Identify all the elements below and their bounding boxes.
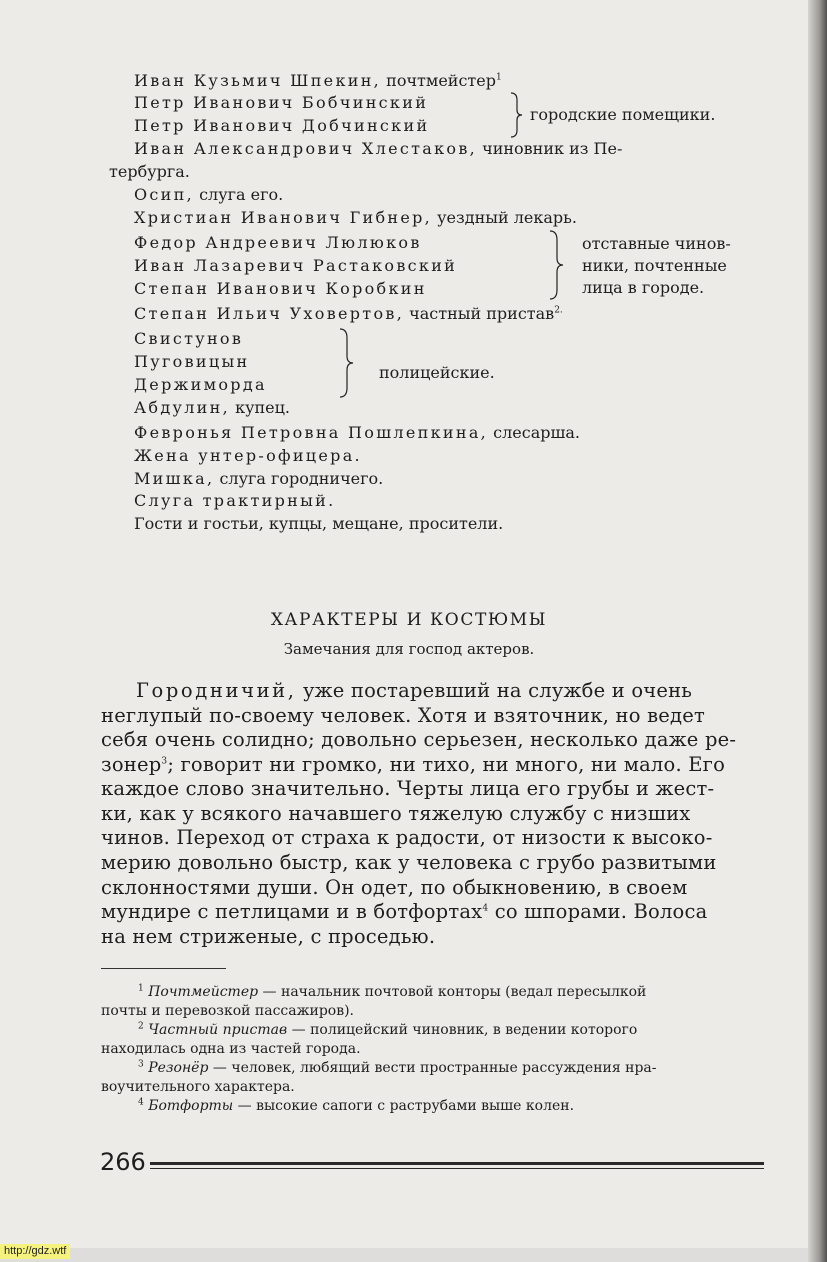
- cast-line: Петр Иванович Бобчинский: [134, 93, 429, 112]
- paragraph-line: на нем стриженые, с проседью.: [101, 925, 436, 948]
- brace-icon: [509, 92, 523, 138]
- cast-line: Пуговицын: [134, 352, 250, 371]
- footer-rule: [150, 1162, 764, 1165]
- group-label-landowners: городские помещики.: [530, 105, 716, 124]
- footnote: $^2$ Частный пристав — полицейский чиновник, в ведении которого: [138, 1021, 638, 1038]
- cast-line: Гости и гостьи, купцы, мещане, просители.: [134, 514, 504, 533]
- paragraph-line: неглупый по-своему человек. Хотя и взяточник, но ведет: [101, 704, 705, 727]
- footnote: $^1$ Почтмейстер — начальник почтовой конторы (ведал пересылкой: [138, 983, 647, 1000]
- section-subtitle: Замечания для господ актеров.: [283, 640, 535, 658]
- page-edge-shadow: [808, 0, 827, 1262]
- footnote-divider: [101, 968, 226, 969]
- cast-line: тербурга.: [109, 162, 190, 181]
- brace-icon: [548, 230, 564, 300]
- group-label-police: полицейские.: [379, 363, 495, 382]
- group-label-retired: ники, почтенные: [582, 256, 727, 275]
- cast-line: Степан Ильич Уховертов, частный пристав$^{2.}$: [134, 304, 563, 323]
- cast-line: Жена унтер-офицера.: [134, 446, 362, 465]
- footnote: воучительного характера.: [101, 1079, 295, 1095]
- paragraph-line: чинов. Переход от страха к радости, от низости к высоко-: [101, 826, 713, 849]
- cast-line: Христиан Иванович Гибнер, уездный лекарь.: [134, 208, 577, 227]
- cast-line: Петр Иванович Добчинский: [134, 116, 430, 135]
- cast-line: Иван Кузьмич Шпекин, почтмейстер$^1$: [134, 71, 502, 90]
- paragraph-line: Городничий, уже постаревший на службе и очень: [136, 679, 693, 702]
- cast-line: Иван Лазаревич Растаковский: [134, 256, 458, 275]
- footer-rule: [150, 1168, 764, 1169]
- paragraph-line: мерию довольно быстр, как у человека с грубо развитыми: [101, 851, 717, 874]
- cast-line: Свистунов: [134, 329, 244, 348]
- cast-line: Федор Андреевич Люлюков: [134, 233, 422, 252]
- paragraph-line: зонер$^3$; говорит ни громко, ни тихо, ни много, ни мало. Его: [101, 753, 726, 776]
- paragraph-line: себя очень солидно; довольно серьезен, несколько даже ре-: [101, 728, 737, 751]
- page-number: 266: [100, 1148, 146, 1176]
- group-label-retired: отставные чинов-: [582, 234, 731, 253]
- cast-line: Держиморда: [134, 375, 267, 394]
- cast-line: Мишка, слуга городничего.: [134, 469, 384, 488]
- footnote: находилась одна из частей города.: [101, 1041, 361, 1057]
- cast-line: Февронья Петровна Пошлепкина, слесарша.: [134, 423, 580, 442]
- footnote: почты и перевозкой пассажиров).: [101, 1003, 355, 1019]
- group-label-retired: лица в городе.: [582, 278, 705, 297]
- cast-line: Слуга трактирный.: [134, 491, 336, 510]
- footnote: $^4$ Ботфорты — высокие сапоги с раструбами выше колен.: [138, 1097, 575, 1114]
- section-title: ХАРАКТЕРЫ И КОСТЮМЫ: [270, 610, 548, 630]
- paragraph-line: мундире с петлицами и в ботфортах$^4$ со шпорами. Волоса: [101, 900, 708, 923]
- cast-line: Абдулин, купец.: [134, 398, 291, 417]
- paragraph-line: склонностями души. Он одет, по обыкновению, в своем: [101, 876, 688, 899]
- cast-line: Осип, слуга его.: [134, 185, 284, 204]
- footnote: $^3$ Резонёр — человек, любящий вести пространные рассуждения нра-: [138, 1059, 657, 1076]
- paragraph-line: ки, как у всякого начавшего тяжелую службу с низших: [101, 802, 691, 825]
- watermark-link[interactable]: http://gdz.wtf: [0, 1244, 70, 1259]
- paragraph-line: каждое слово значительно. Черты лица его грубы и жест-: [101, 777, 715, 800]
- cast-line: Степан Иванович Коробкин: [134, 279, 427, 298]
- cast-line: Иван Александрович Хлестаков, чиновник из Пе-: [134, 139, 623, 158]
- brace-icon: [338, 328, 354, 398]
